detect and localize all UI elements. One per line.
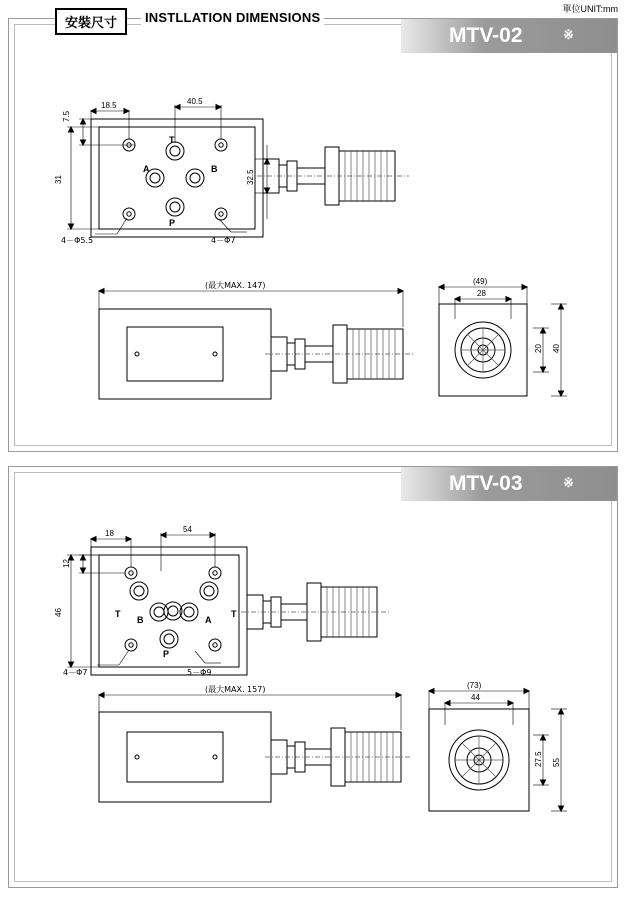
dim-46: 46 (54, 608, 63, 617)
dim-18-5: 18.5 (101, 101, 117, 110)
page-title: INSTLLATION DIMENSIONS (141, 10, 324, 25)
dim-31: 31 (54, 175, 63, 184)
dim-40-5: 40.5 (187, 97, 203, 106)
side-overall-49: (49) (473, 277, 488, 286)
panel-mtv-03 (8, 466, 618, 888)
dim-32-5: 32.5 (246, 169, 255, 185)
drawing-mtv-03 (9, 467, 619, 885)
dim-54: 54 (183, 525, 192, 534)
side-dim-20: 20 (534, 344, 543, 353)
panel-mtv-02 (8, 10, 618, 452)
port-label-T-left: T (115, 609, 121, 619)
port-label-B: B (211, 164, 218, 174)
side-dim-40: 40 (552, 344, 561, 353)
dim-12: 12 (62, 559, 71, 568)
model-mark-2: ※ (563, 475, 574, 490)
dim-18: 18 (105, 529, 114, 538)
port-label-T: T (169, 135, 175, 145)
port-label-P: P (169, 218, 176, 228)
side-dim-28: 28 (477, 289, 486, 298)
model-label: MTV-02 (449, 24, 523, 47)
length-note-02: (最大MAX. 147) (205, 281, 266, 290)
badge-installation-cn: 安裝尺寸 (55, 8, 127, 35)
port-label-P: P (163, 649, 170, 659)
unit-note: 單位UNIT:mm (562, 4, 618, 14)
hole-note-2: 4－Φ7 (211, 236, 236, 245)
port-label-T-right: T (231, 609, 237, 619)
side-overall-73: (73) (467, 681, 482, 690)
port-label-A: A (205, 615, 212, 625)
drawing-mtv-02 (9, 19, 619, 449)
length-note-03: (最大MAX. 157) (205, 685, 266, 694)
side-dim-55: 55 (552, 758, 561, 767)
port-label-A: A (143, 164, 150, 174)
hole-note-1: 4－Φ5.5 (61, 236, 94, 245)
dim-7-5: 7.5 (62, 110, 71, 122)
model-label-2: MTV-03 (449, 472, 523, 495)
port-label-B: B (137, 615, 144, 625)
side-dim-27-5: 27.5 (534, 751, 543, 767)
model-mark: ※ (563, 27, 574, 42)
side-dim-44: 44 (471, 693, 480, 702)
hole-note-1-03: 4－Φ7 (63, 668, 88, 677)
hole-note-2-03: 5－Φ9 (187, 668, 212, 677)
